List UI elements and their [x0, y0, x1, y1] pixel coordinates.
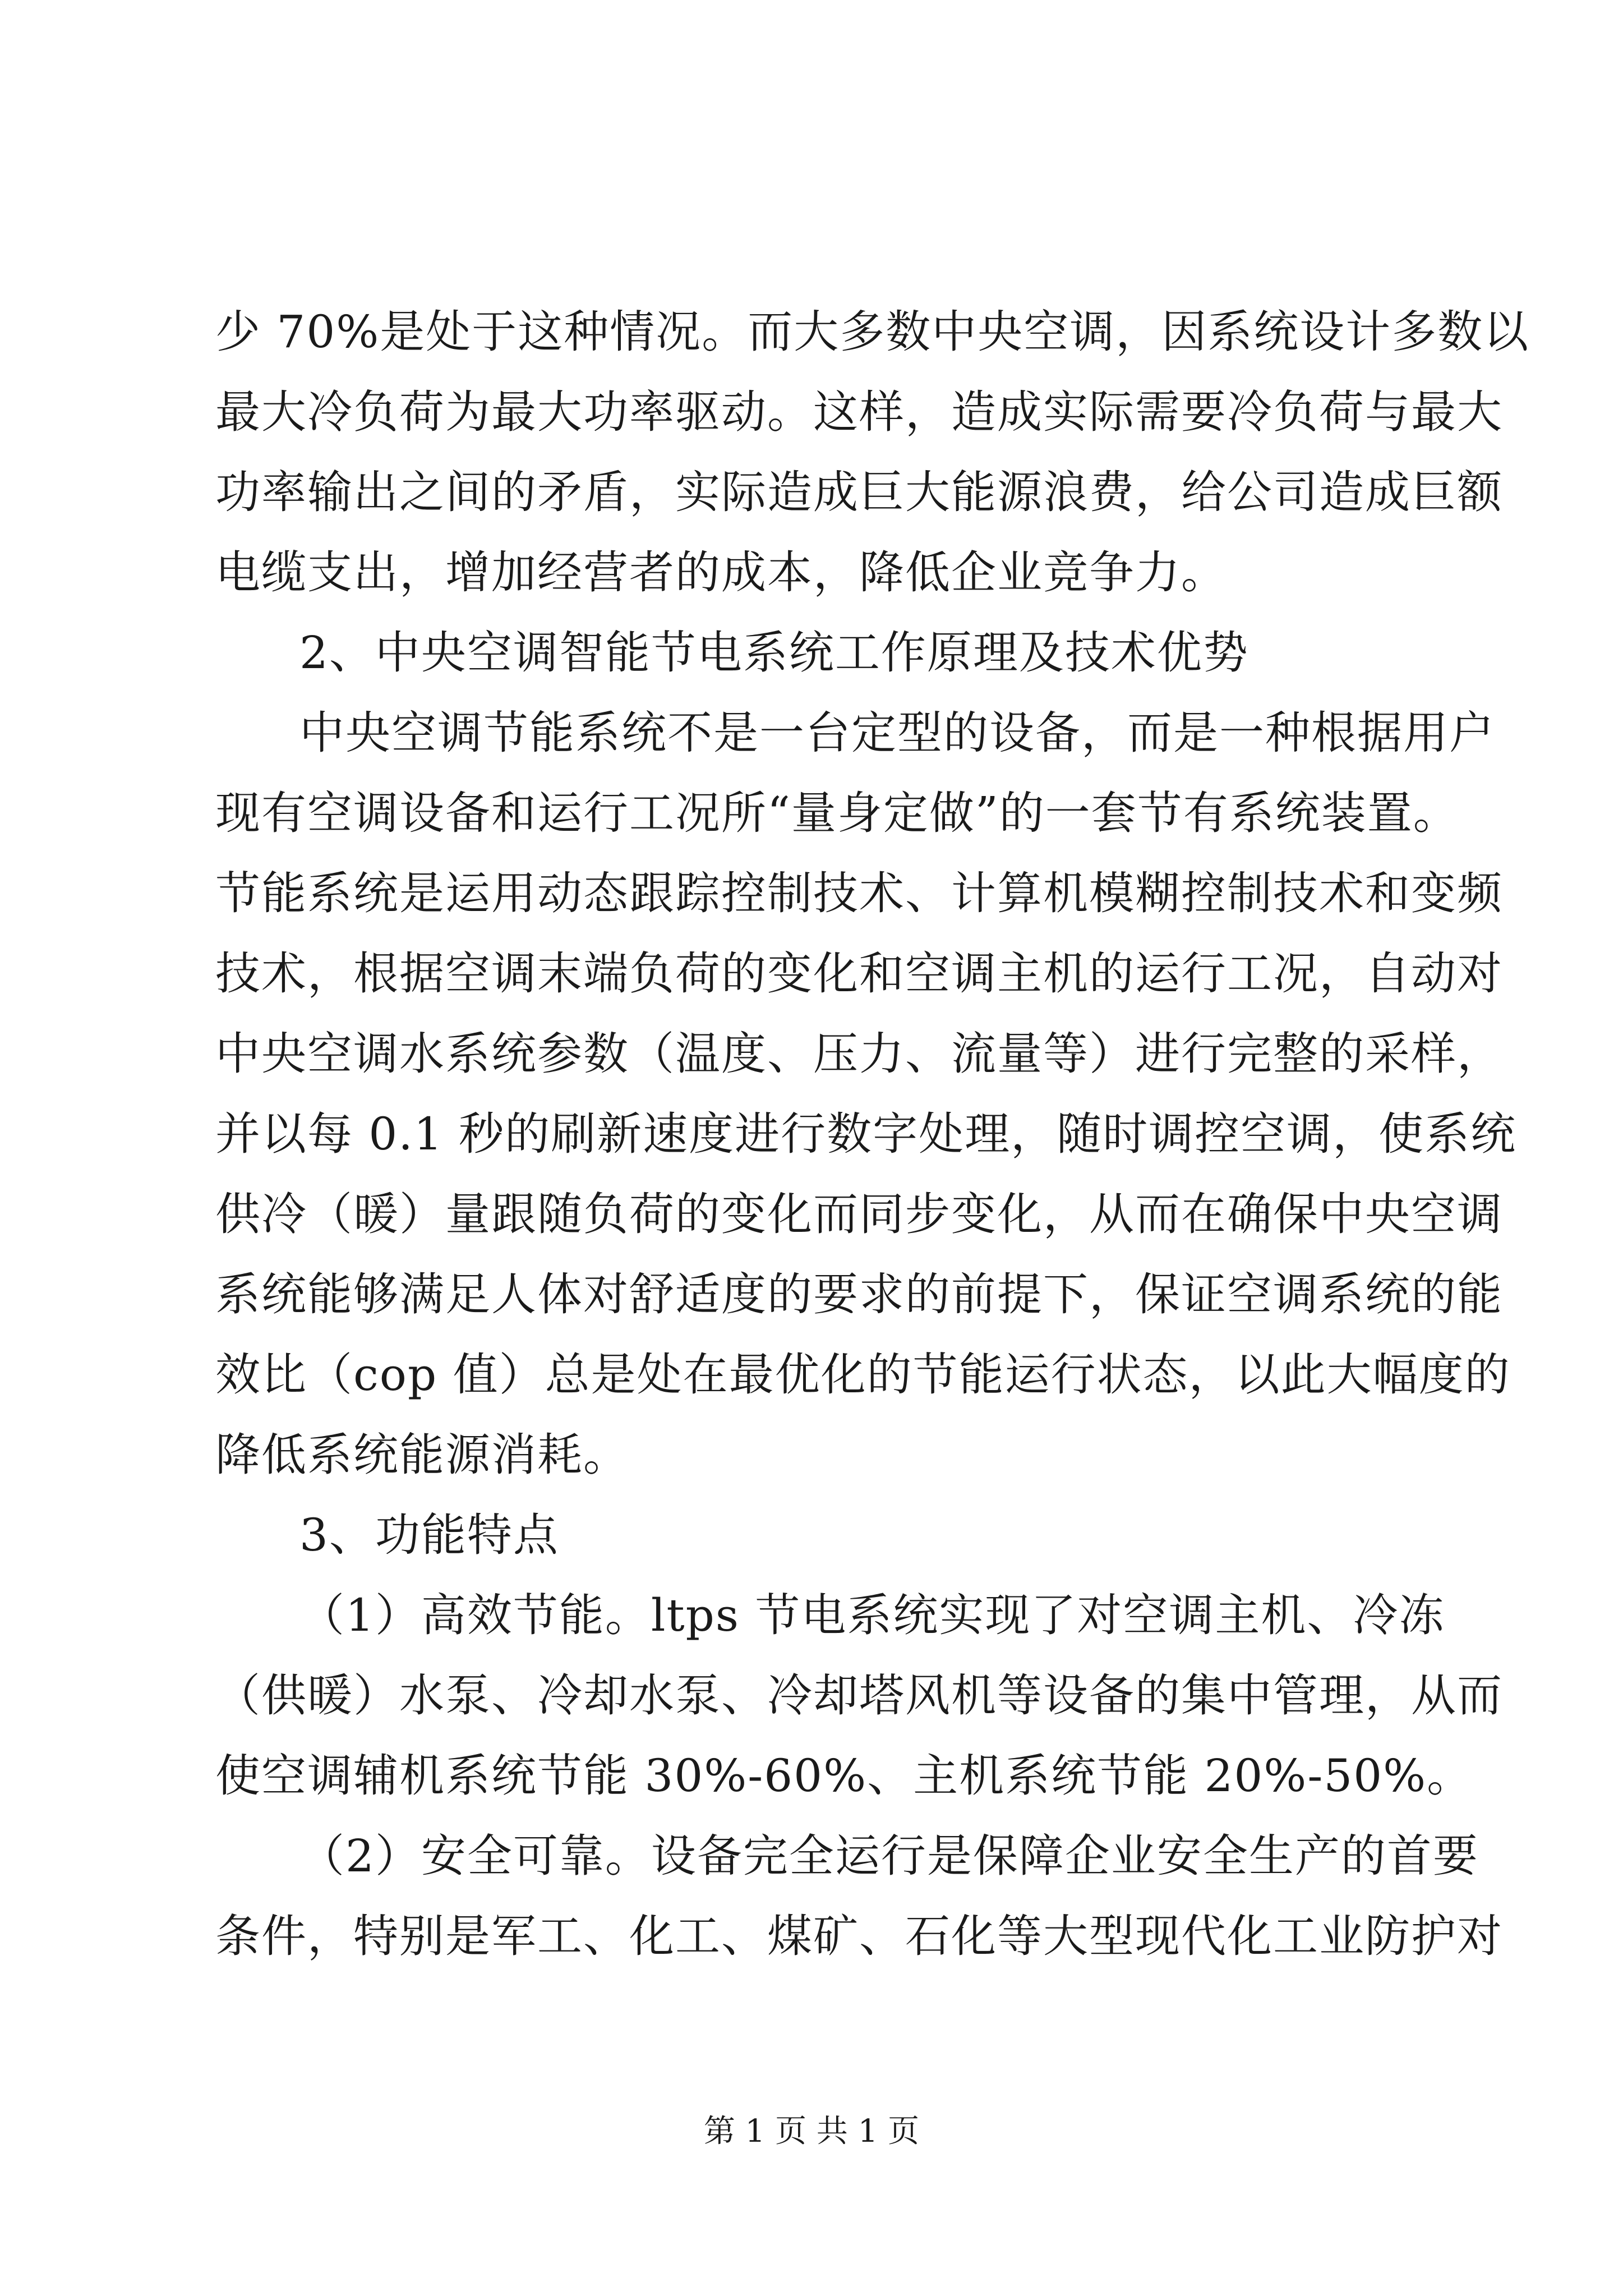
section-heading: 3、功能特点 [299, 1509, 559, 1561]
document-body [215, 292, 1530, 1976]
text-line: 系统能够满足人体对舒适度的要求的前提下，保证空调系统的能 [215, 1268, 1503, 1320]
text-line: 效比（cop 值）总是处在最优化的节能运行状态，以此大幅度的 [215, 1349, 1511, 1401]
text-line: 电缆支出，增加经营者的成本，降低企业竞争力。 [215, 546, 1227, 599]
text-line: 中央空调节能系统不是一台定型的设备，而是一种根据用户 [299, 707, 1495, 759]
text-line: 条件，特别是军工、化工、煤矿、石化等大型现代化工业防护对 [215, 1910, 1503, 1962]
page-number-label: 第 1 页 共 1 页 [703, 2113, 920, 2150]
text-line: 最大冷负荷为最大功率驱动。这样，造成实际需要冷负荷与最大 [215, 386, 1503, 438]
text-line: 功率输出之间的矛盾，实际造成巨大能源浪费，给公司造成巨额 [215, 466, 1503, 518]
text-line: 并以每 0.1 秒的刷新速度进行数字处理，随时调控空调，使系统 [215, 1108, 1517, 1160]
text-line: 现有空调设备和运行工况所“量身定做”的一套节有系统装置。 [215, 787, 1459, 839]
text-line: 降低系统能源消耗。 [215, 1429, 629, 1481]
text-line: 供冷（暖）量跟随负荷的变化而同步变化，从而在确保中央空调 [215, 1188, 1503, 1240]
text-line: （2）安全可靠。设备完全运行是保障企业安全生产的首要 [299, 1830, 1479, 1882]
text-line: 节能系统是运用动态跟踪控制技术、计算机模糊控制技术和变频 [215, 867, 1503, 919]
section-heading: 2、中央空调智能节电系统工作原理及技术优势 [299, 627, 1249, 679]
text-line: 技术，根据空调末端负荷的变化和空调主机的运行工况，自动对 [215, 947, 1503, 1000]
page-footer [0, 2109, 1623, 2154]
text-line: （供暖）水泵、冷却水泵、冷却塔风机等设备的集中管理，从而 [215, 1669, 1503, 1722]
text-line: 中央空调水系统参数（温度、压力、流量等）进行完整的采样， [215, 1028, 1503, 1080]
text-line: 少 70%是处于这种情况。而大多数中央空调，因系统设计多数以 [215, 306, 1530, 358]
text-line: （1）高效节能。ltps 节电系统实现了对空调主机、冷冻 [299, 1589, 1445, 1641]
text-line: 使空调辅机系统节能 30%-60%、主机系统节能 20%-50%。 [215, 1750, 1473, 1802]
